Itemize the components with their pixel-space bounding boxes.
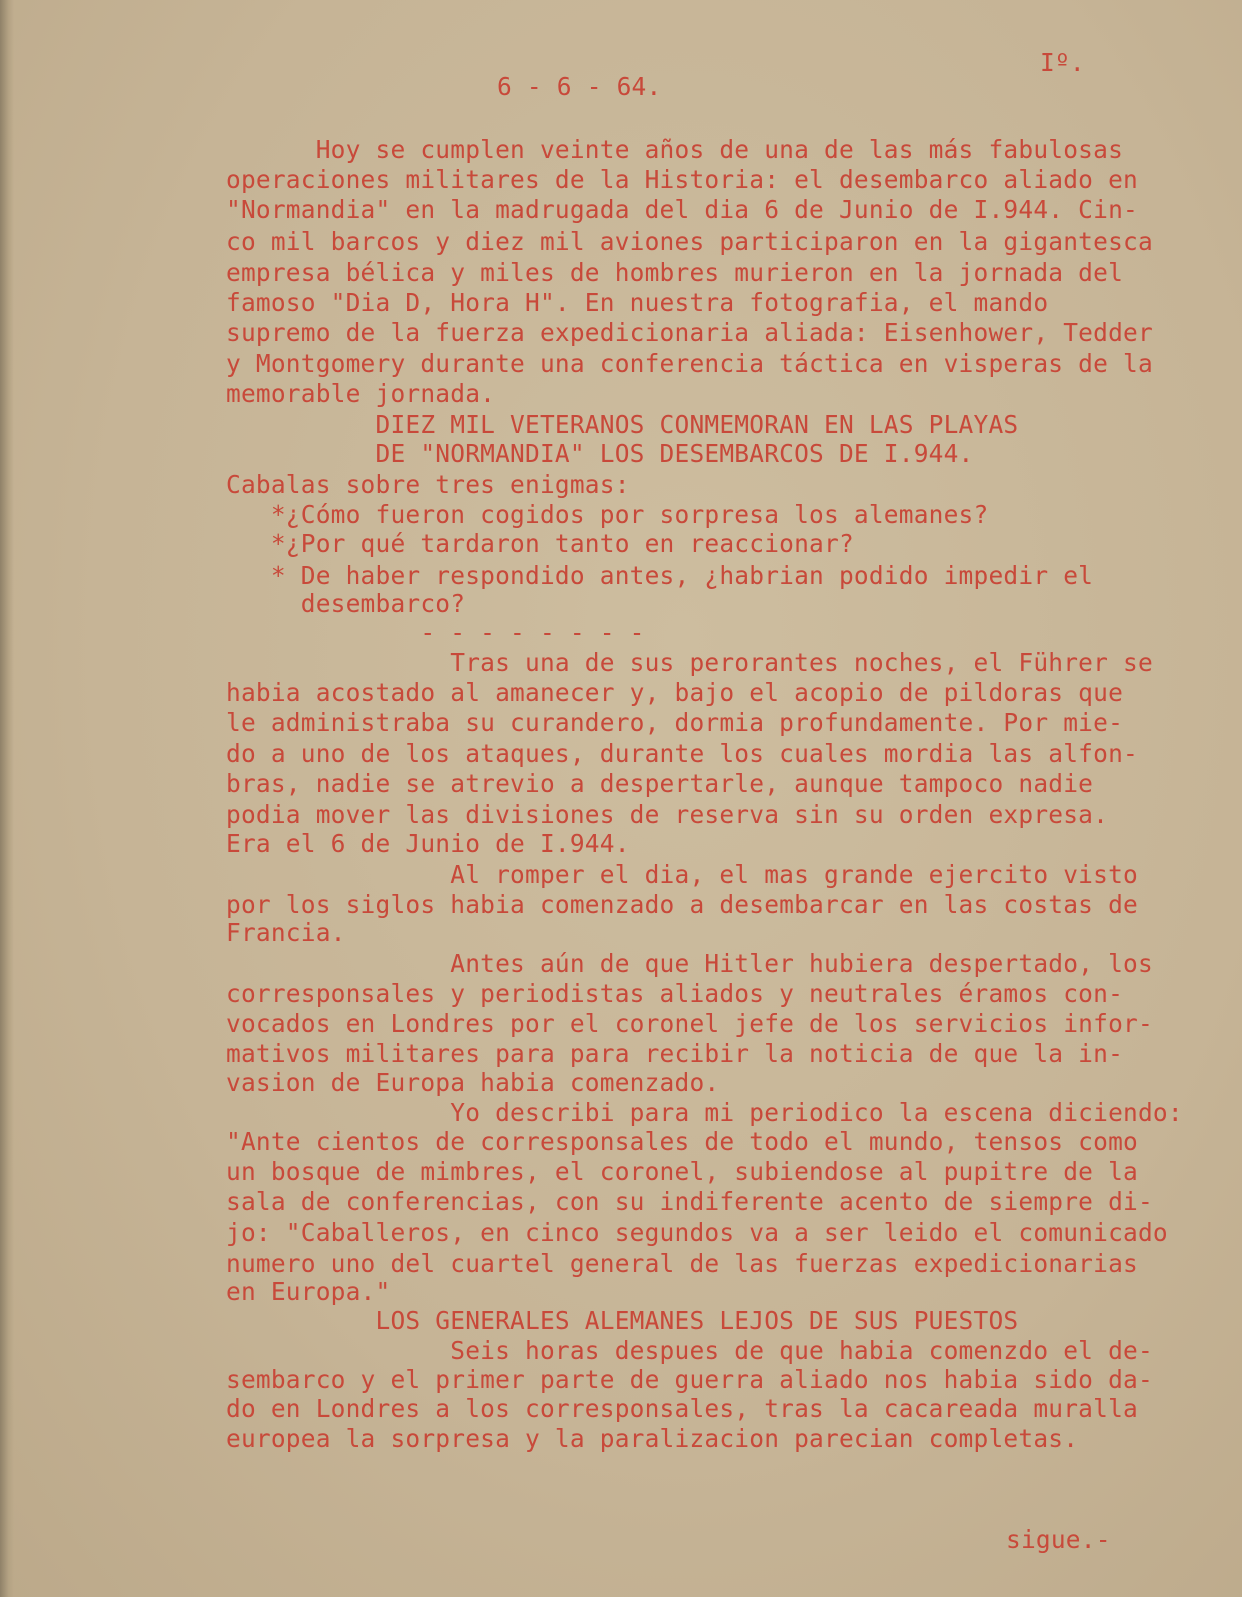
- text-line: y Montgomery durante una conferencia táctica en visperas de la: [226, 349, 1153, 378]
- text-line: *¿Cómo fueron cogidos por sorpresa los alemanes?: [226, 500, 989, 529]
- page-edge-shadow: [0, 0, 14, 1597]
- page-number: Iº.: [1040, 48, 1085, 77]
- text-line: Antes aún de que Hitler hubiera despertado, los: [226, 949, 1153, 978]
- text-line: "Ante cientos de corresponsales de todo el mundo, tensos como: [226, 1127, 1138, 1156]
- text-line: habia acostado al amanecer y, bajo el acopio de pildoras que: [226, 678, 1124, 707]
- text-line: co mil barcos y diez mil aviones participaron en la gigantesca: [226, 227, 1153, 256]
- text-line: do a uno de los ataques, durante los cuales mordia las alfon-: [226, 739, 1138, 768]
- text-line: vasion de Europa habia comenzado.: [226, 1068, 720, 1097]
- text-line: le administraba su curandero, dormia profundamente. Por mie-: [226, 708, 1124, 737]
- document-date: 6 - 6 - 64.: [497, 72, 662, 101]
- text-line: desembarco?: [226, 589, 466, 618]
- text-line: Tras una de sus perorantes noches, el Führer se: [226, 648, 1153, 677]
- text-line: bras, nadie se atrevio a despertarle, aunque tampoco nadie: [226, 769, 1094, 798]
- text-line: memorable jornada.: [226, 379, 496, 408]
- text-line: en Europa.": [226, 1277, 391, 1306]
- text-line: europea la sorpresa y la paralizacion parecian completas.: [226, 1424, 1079, 1453]
- text-line: empresa bélica y miles de hombres murieron en la jornada del: [226, 258, 1124, 287]
- text-line: "Normandia" en la madrugada del dia 6 de Junio de I.944. Cin-: [226, 195, 1138, 224]
- text-line: vocados en Londres por el coronel jefe de los servicios infor-: [226, 1009, 1153, 1038]
- text-line: numero uno del cuartel general de las fuerzas expedicionarias: [226, 1249, 1138, 1278]
- text-line: Francia.: [226, 918, 346, 947]
- text-line: DIEZ MIL VETERANOS CONMEMORAN EN LAS PLAYAS: [226, 410, 1019, 439]
- text-line: operaciones militares de la Historia: el desembarco aliado en: [226, 165, 1138, 194]
- text-line: do en Londres a los corresponsales, tras la cacareada muralla: [226, 1394, 1138, 1423]
- text-line: LOS GENERALES ALEMANES LEJOS DE SUS PUESTOS: [226, 1306, 1019, 1335]
- text-line: Hoy se cumplen veinte años de una de las más fabulosas: [226, 135, 1124, 164]
- text-line: Al romper el dia, el mas grande ejercito visto: [226, 860, 1138, 889]
- text-line: sala de conferencias, con su indiferente acento de siempre di-: [226, 1187, 1153, 1216]
- text-line: corresponsales y periodistas aliados y neutrales éramos con-: [226, 979, 1124, 1008]
- text-line: por los siglos habia comenzado a desembarcar en las costas de: [226, 890, 1138, 919]
- text-line: jo: "Caballeros, en cinco segundos va a ser leido el comunicado: [226, 1218, 1168, 1247]
- text-line: * De haber respondido antes, ¿habrian podido impedir el: [226, 561, 1094, 590]
- text-line: Cabalas sobre tres enigmas:: [226, 470, 630, 499]
- text-line: un bosque de mimbres, el coronel, subiendose al pupitre de la: [226, 1157, 1138, 1186]
- text-line: Seis horas despues de que habia comenzdo el de-: [226, 1336, 1153, 1365]
- text-line: Yo describi para mi periodico la escena diciendo:: [226, 1098, 1183, 1127]
- text-line: DE "NORMANDIA" LOS DESEMBARCOS DE I.944.: [226, 439, 974, 468]
- text-line: - - - - - - - -: [226, 618, 645, 647]
- text-line: supremo de la fuerza expedicionaria aliada: Eisenhower, Tedder: [226, 318, 1153, 347]
- text-line: mativos militares para para recibir la noticia de que la in-: [226, 1039, 1124, 1068]
- text-line: *¿Por qué tardaron tanto en reaccionar?: [226, 529, 854, 558]
- text-line: Era el 6 de Junio de I.944.: [226, 829, 630, 858]
- text-line: famoso "Dia D, Hora H". En nuestra fotografia, el mando: [226, 288, 1064, 317]
- text-line: podia mover las divisiones de reserva sin su orden expresa.: [226, 800, 1109, 829]
- text-line: sembarco y el primer parte de guerra aliado nos habia sido da-: [226, 1365, 1153, 1394]
- continuation-note: sigue.-: [1006, 1525, 1111, 1554]
